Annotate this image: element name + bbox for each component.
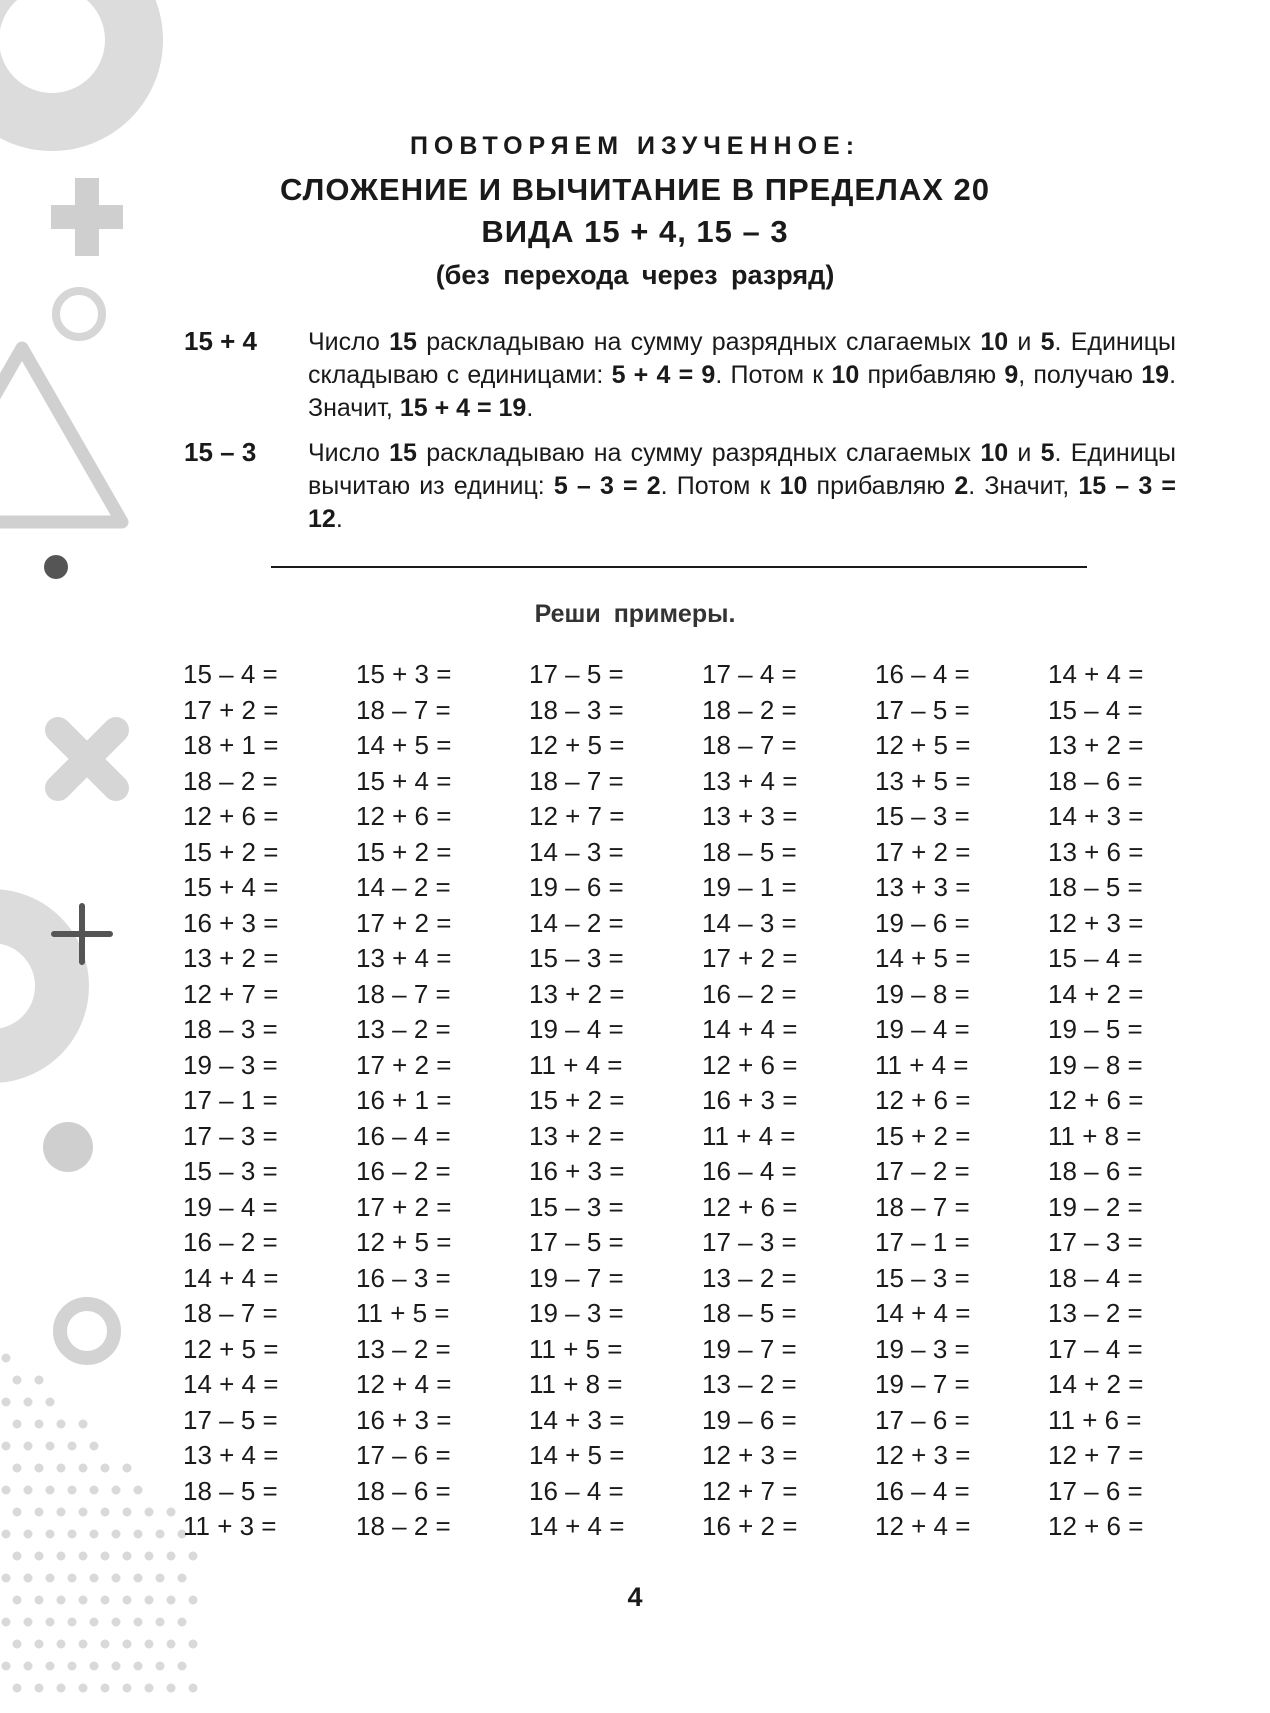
exercise-item: 14 – 3 = (529, 836, 624, 867)
exercise-item: 14 – 3 = (702, 907, 797, 938)
pattern-dot (101, 1640, 110, 1649)
exercise-item: 15 – 3 = (529, 1191, 624, 1222)
exercise-item: 19 – 6 = (875, 907, 970, 938)
rule-text: Число 15 раскладываю на сумму разрядных слагаемых 10 и 5. Единицы складываю с единицами: 5 + 4 = 9. Потом к 10 прибавляю 9, получаю 19. Значит, 15 + 4 = 19. (308, 328, 1177, 422)
exercise-item: 12 + 7 = (702, 1475, 798, 1506)
exercise-item: 17 – 2 = (875, 1156, 970, 1186)
rule-label: 15 + 4 (184, 326, 258, 356)
pattern-dot (101, 1464, 110, 1473)
exercise-item: 16 + 3 = (529, 1156, 625, 1186)
exercise-item: 19 – 3 = (529, 1298, 624, 1328)
exercise-item: 14 + 5 = (529, 1440, 625, 1470)
exercise-item: 17 + 2 = (356, 1191, 452, 1222)
rule-text: Число 15 раскладываю на сумму разрядных слагаемых 10 и 5. Единицы вычитаю из единиц: 5 – 3 = 2. Потом к 10 прибавляю 2. Значит, 15 – 3 = 12. (308, 439, 1177, 533)
pattern-dot (2, 1354, 11, 1363)
exercise-item: 19 – 6 = (529, 872, 624, 902)
exercise-item: 15 – 3 = (875, 801, 970, 831)
ring-middle-left-icon (0, 916, 62, 1056)
exercise-item: 14 + 4 = (183, 1369, 279, 1399)
pattern-dot (90, 1618, 99, 1627)
exercise-item: 19 – 8 = (875, 978, 970, 1009)
pattern-dot (13, 1684, 22, 1693)
exercise-item: 13 + 2 = (529, 1120, 625, 1151)
pattern-dot (156, 1618, 165, 1627)
exercise-column (356, 657, 526, 1545)
exercise-column (702, 657, 872, 1545)
exercise-item: 12 + 7 = (529, 801, 625, 831)
exercise-item: 12 + 5 = (183, 1333, 279, 1364)
exercise-item: 11 + 5 = (356, 1298, 450, 1328)
pattern-dot (35, 1376, 44, 1385)
exercise-item: 11 + 8 = (1048, 1120, 1142, 1151)
pattern-dot (189, 1684, 198, 1693)
exercise-item: 13 – 2 = (702, 1369, 797, 1399)
exercise-item: 16 + 3 = (702, 1085, 798, 1115)
exercise-item: 17 – 6 = (875, 1404, 970, 1435)
instruction: Реши примеры. (534, 600, 736, 628)
exercise-item: 18 – 7 = (875, 1191, 970, 1222)
exercise-item: 12 + 6 = (702, 1191, 798, 1222)
exercise-item: 13 – 2 = (356, 1014, 451, 1044)
exercise-item: 18 – 4 = (1048, 1262, 1143, 1293)
exercise-item: 13 – 2 = (1048, 1298, 1143, 1328)
exercise-item: 12 + 6 = (1048, 1511, 1144, 1541)
exercise-item: 17 – 4 = (702, 659, 797, 689)
pattern-dot (35, 1464, 44, 1473)
exercise-item: 12 + 3 = (875, 1440, 971, 1470)
pattern-dot (101, 1508, 110, 1517)
pattern-dot (90, 1662, 99, 1671)
exercise-item: 18 – 6 = (1048, 765, 1143, 796)
pattern-dot (134, 1618, 143, 1627)
pattern-dot (101, 1684, 110, 1693)
pattern-dot (2, 1662, 11, 1671)
pattern-dot (13, 1464, 22, 1473)
pattern-dot (167, 1508, 176, 1517)
pattern-dot (90, 1486, 99, 1495)
divider (271, 566, 1087, 568)
pattern-dot (167, 1684, 176, 1693)
pattern-dot (2, 1398, 11, 1407)
pattern-dot (35, 1508, 44, 1517)
exercise-item: 17 – 6 = (1048, 1475, 1143, 1506)
exercise-item: 19 – 7 = (702, 1333, 797, 1364)
pattern-dot (79, 1640, 88, 1649)
exercise-item: 15 – 3 = (529, 943, 624, 973)
exercise-item: 19 – 4 = (529, 1014, 624, 1044)
exercise-item: 14 + 4 = (529, 1511, 625, 1541)
pattern-dot (57, 1464, 66, 1473)
pattern-dot (145, 1552, 154, 1561)
pattern-dot (79, 1508, 88, 1517)
exercise-item: 17 – 3 = (183, 1120, 278, 1151)
pattern-dot (24, 1398, 33, 1407)
exercise-item: 12 + 5 = (875, 730, 971, 760)
exercise-item: 16 – 4 = (356, 1120, 451, 1151)
exercise-item: 12 + 3 = (1048, 907, 1144, 938)
exercise-item: 18 – 5 = (183, 1475, 278, 1506)
pattern-dot (57, 1508, 66, 1517)
pattern-dot (79, 1464, 88, 1473)
pattern-dot (112, 1618, 121, 1627)
exercise-item: 16 – 3 = (356, 1262, 451, 1293)
exercise-item: 17 + 2 = (356, 907, 452, 938)
pattern-dot (79, 1420, 88, 1429)
exercise-item: 18 – 7 = (702, 730, 797, 760)
exercise-column (183, 657, 353, 1545)
exercise-item: 19 – 7 = (529, 1262, 624, 1293)
exercise-item: 12 + 5 = (529, 730, 625, 760)
exercise-item: 14 – 2 = (529, 907, 624, 938)
exercise-item: 12 + 5 = (356, 1227, 452, 1257)
exercise-item: 13 + 5 = (875, 765, 971, 796)
pattern-dot (134, 1662, 143, 1671)
exercise-item: 15 – 3 = (875, 1262, 970, 1293)
rule-label: 15 – 3 (184, 437, 257, 467)
exercise-item: 11 + 5 = (529, 1333, 623, 1364)
exercise-item: 18 – 6 = (356, 1475, 451, 1506)
exercise-item: 14 + 4 = (1048, 659, 1144, 689)
exercise-item: 19 – 5 = (1048, 1014, 1143, 1044)
pattern-dot (68, 1486, 77, 1495)
exercise-item: 17 – 5 = (183, 1404, 278, 1435)
exercise-item: 18 – 7 = (356, 978, 451, 1009)
exercise-item: 13 + 4 = (702, 765, 798, 796)
exercise-item: 17 + 2 = (356, 1049, 452, 1080)
exercise-item: 19 – 4 = (183, 1191, 278, 1222)
exercise-item: 19 – 4 = (875, 1014, 970, 1044)
exercise-item: 15 + 2 = (875, 1120, 971, 1151)
exercise-item: 15 + 3 = (356, 659, 452, 689)
pattern-dot (134, 1530, 143, 1539)
pattern-dot (24, 1662, 33, 1671)
exercise-item: 19 – 6 = (702, 1404, 797, 1435)
ring-lower-left-icon (60, 1304, 114, 1358)
exercise-item: 15 + 2 = (183, 836, 279, 867)
exercise-item: 16 – 4 = (529, 1475, 624, 1506)
exercise-item: 17 + 2 = (702, 943, 798, 973)
exercise-item: 13 + 3 = (875, 872, 971, 902)
exercise-item: 12 + 4 = (875, 1511, 971, 1541)
exercise-item: 13 + 3 = (702, 801, 798, 831)
exercise-item: 11 + 3 = (183, 1511, 277, 1541)
pattern-dot (24, 1486, 33, 1495)
exercise-item: 16 – 2 = (183, 1227, 278, 1257)
ring-top-left-icon (0, 0, 134, 122)
triangle-outline-icon (0, 348, 122, 522)
pattern-dot (13, 1420, 22, 1429)
exercise-item: 13 – 2 = (702, 1262, 797, 1293)
exercise-item: 16 – 2 = (356, 1156, 451, 1186)
exercise-item: 15 – 4 = (1048, 694, 1143, 725)
exercise-item: 18 – 2 = (183, 765, 278, 796)
exercise-item: 12 + 7 = (1048, 1440, 1144, 1470)
exercise-item: 12 + 6 = (183, 801, 279, 831)
exercise-item: 14 + 4 = (875, 1298, 971, 1328)
pattern-dot (101, 1552, 110, 1561)
pattern-dot (123, 1508, 132, 1517)
pattern-dot (2, 1618, 11, 1627)
pattern-dot (123, 1464, 132, 1473)
pattern-dot (112, 1530, 121, 1539)
exercise-item: 15 + 2 = (356, 836, 452, 867)
exercise-item: 17 – 1 = (875, 1227, 970, 1257)
pattern-dot (134, 1486, 143, 1495)
pattern-dot (189, 1640, 198, 1649)
exercise-item: 15 – 3 = (183, 1156, 278, 1186)
pattern-dot (2, 1442, 11, 1451)
exercise-item: 12 + 6 = (702, 1049, 798, 1080)
exercise-item: 16 + 3 = (356, 1404, 452, 1435)
exercise-item: 16 + 1 = (356, 1085, 452, 1115)
exercise-item: 11 + 8 = (529, 1369, 623, 1399)
exercise-item: 18 – 7 = (183, 1298, 278, 1328)
small-ring-icon (56, 291, 102, 337)
pattern-dot (2, 1530, 11, 1539)
exercise-item: 12 + 6 = (1048, 1085, 1144, 1115)
pattern-dot (68, 1530, 77, 1539)
pattern-dot (68, 1442, 77, 1451)
pattern-dot (24, 1530, 33, 1539)
pattern-dot (90, 1442, 99, 1451)
small-dot-icon (44, 555, 68, 579)
pattern-dot (35, 1684, 44, 1693)
pattern-dot (156, 1530, 165, 1539)
exercise-item: 14 + 2 = (1048, 978, 1144, 1009)
pattern-dot (46, 1618, 55, 1627)
exercise-item: 16 + 3 = (183, 907, 279, 938)
exercise-column (1048, 657, 1218, 1545)
exercise-item: 15 + 2 = (529, 1085, 625, 1115)
pattern-dot (167, 1552, 176, 1561)
exercise-item: 18 – 6 = (1048, 1156, 1143, 1186)
exercise-item: 13 + 2 = (183, 943, 279, 973)
exercise-item: 16 – 4 = (875, 1475, 970, 1506)
exercise-item: 13 + 2 = (1048, 730, 1144, 760)
exercise-item: 11 + 4 = (702, 1120, 796, 1151)
exercise-item: 17 – 3 = (702, 1227, 797, 1257)
exercise-item: 11 + 4 = (529, 1049, 623, 1080)
pattern-dot (46, 1398, 55, 1407)
pattern-dot (46, 1442, 55, 1451)
page-number: 4 (627, 1582, 643, 1612)
exercise-item: 17 – 5 = (529, 1227, 624, 1257)
exercise-item: 13 + 4 = (356, 943, 452, 973)
exercise-item: 18 – 3 = (183, 1014, 278, 1044)
pattern-dot (123, 1552, 132, 1561)
exercise-item: 15 – 4 = (1048, 943, 1143, 973)
pattern-dot (79, 1552, 88, 1561)
pattern-dot (24, 1618, 33, 1627)
cross-x-icon (58, 730, 116, 788)
exercise-item: 15 + 4 = (183, 872, 279, 902)
supertitle: ПОВТОРЯЕМ ИЗУЧЕННОЕ: (409, 132, 861, 160)
pattern-dot (167, 1640, 176, 1649)
exercise-item: 15 + 4 = (356, 765, 452, 796)
exercise-item: 19 – 1 = (702, 872, 797, 902)
exercise-item: 19 – 3 = (183, 1049, 278, 1080)
exercise-item: 16 – 4 = (702, 1156, 797, 1186)
pattern-dot (2, 1486, 11, 1495)
exercise-item: 12 + 6 = (875, 1085, 971, 1115)
exercise-item: 15 – 4 = (183, 659, 278, 689)
exercise-item: 14 + 3 = (1048, 801, 1144, 831)
exercise-item: 12 + 3 = (702, 1440, 798, 1470)
exercise-item: 17 – 6 = (356, 1440, 451, 1470)
pattern-dot (57, 1684, 66, 1693)
exercise-item: 13 + 2 = (529, 978, 625, 1009)
pattern-dot (178, 1662, 187, 1671)
pattern-dot (13, 1640, 22, 1649)
exercise-item: 18 – 2 = (702, 694, 797, 725)
pattern-dot (35, 1640, 44, 1649)
pattern-dot (24, 1442, 33, 1451)
exercise-item: 16 – 2 = (702, 978, 797, 1009)
pattern-dot (145, 1640, 154, 1649)
exercise-item: 12 + 7 = (183, 978, 279, 1009)
subtitle: (без перехода через разряд) (435, 260, 835, 290)
exercise-item: 14 + 4 = (702, 1014, 798, 1044)
pattern-dot (57, 1552, 66, 1561)
exercise-item: 17 + 2 = (183, 694, 279, 725)
exercise-item: 14 – 2 = (356, 872, 451, 902)
pattern-dot (13, 1552, 22, 1561)
exercise-item: 17 – 1 = (183, 1085, 278, 1115)
dot-pattern (2, 1354, 198, 1693)
exercise-item: 13 – 2 = (356, 1333, 451, 1364)
pattern-dot (46, 1662, 55, 1671)
exercise-item: 14 + 5 = (356, 730, 452, 760)
pattern-dot (35, 1552, 44, 1561)
exercise-item: 13 + 4 = (183, 1440, 279, 1470)
exercise-item: 11 + 6 = (1048, 1404, 1142, 1435)
pattern-dot (68, 1618, 77, 1627)
pattern-dot (145, 1508, 154, 1517)
pattern-dot (13, 1376, 22, 1385)
exercise-item: 18 + 1 = (183, 730, 279, 760)
grey-dot-icon (43, 1122, 93, 1172)
pattern-dot (13, 1508, 22, 1517)
pattern-dot (35, 1420, 44, 1429)
exercise-item: 18 – 2 = (356, 1511, 451, 1541)
decor-group (0, 0, 198, 1693)
pattern-dot (189, 1552, 198, 1561)
exercise-item: 18 – 5 = (702, 1298, 797, 1328)
exercise-item: 14 + 2 = (1048, 1369, 1144, 1399)
exercise-item: 19 – 8 = (1048, 1049, 1143, 1080)
pattern-dot (68, 1662, 77, 1671)
pattern-dot (145, 1684, 154, 1693)
exercise-item: 13 + 6 = (1048, 836, 1144, 867)
pattern-dot (123, 1684, 132, 1693)
pattern-dot (156, 1662, 165, 1671)
pattern-dot (46, 1486, 55, 1495)
exercise-item: 18 – 7 = (529, 765, 624, 796)
title-line-1: СЛОЖЕНИЕ И ВЫЧИТАНИЕ В ПРЕДЕЛАХ 20 (279, 172, 991, 207)
exercise-column (529, 657, 699, 1545)
exercise-item: 19 – 3 = (875, 1333, 970, 1364)
pattern-dot (57, 1420, 66, 1429)
pattern-dot (57, 1640, 66, 1649)
exercise-item: 17 + 2 = (875, 836, 971, 867)
exercise-item: 19 – 7 = (875, 1369, 970, 1399)
exercise-item: 18 – 5 = (1048, 872, 1143, 902)
exercise-item: 17 – 5 = (529, 659, 624, 689)
pattern-dot (46, 1530, 55, 1539)
pattern-dot (123, 1640, 132, 1649)
exercise-item: 14 + 5 = (875, 943, 971, 973)
exercise-item: 18 – 7 = (356, 694, 451, 725)
exercise-item: 14 + 3 = (529, 1404, 625, 1435)
exercise-item: 19 – 2 = (1048, 1191, 1143, 1222)
pattern-dot (90, 1530, 99, 1539)
exercise-item: 14 + 4 = (183, 1262, 279, 1293)
exercise-item: 18 – 3 = (529, 694, 624, 725)
pattern-dot (112, 1662, 121, 1671)
exercise-item: 16 – 4 = (875, 659, 970, 689)
exercise-column (875, 657, 1045, 1545)
exercise-item: 12 + 6 = (356, 801, 452, 831)
pattern-dot (79, 1684, 88, 1693)
exercise-item: 17 – 5 = (875, 694, 970, 725)
exercise-item: 12 + 4 = (356, 1369, 452, 1399)
exercise-item: 17 – 4 = (1048, 1333, 1143, 1364)
exercise-item: 18 – 5 = (702, 836, 797, 867)
exercise-item: 16 + 2 = (702, 1511, 798, 1541)
pattern-dot (178, 1618, 187, 1627)
exercise-item: 11 + 4 = (875, 1049, 969, 1080)
title-line-2: ВИДА 15 + 4, 15 – 3 (481, 214, 789, 249)
pattern-dot (112, 1486, 121, 1495)
exercise-item: 17 – 3 = (1048, 1227, 1143, 1257)
